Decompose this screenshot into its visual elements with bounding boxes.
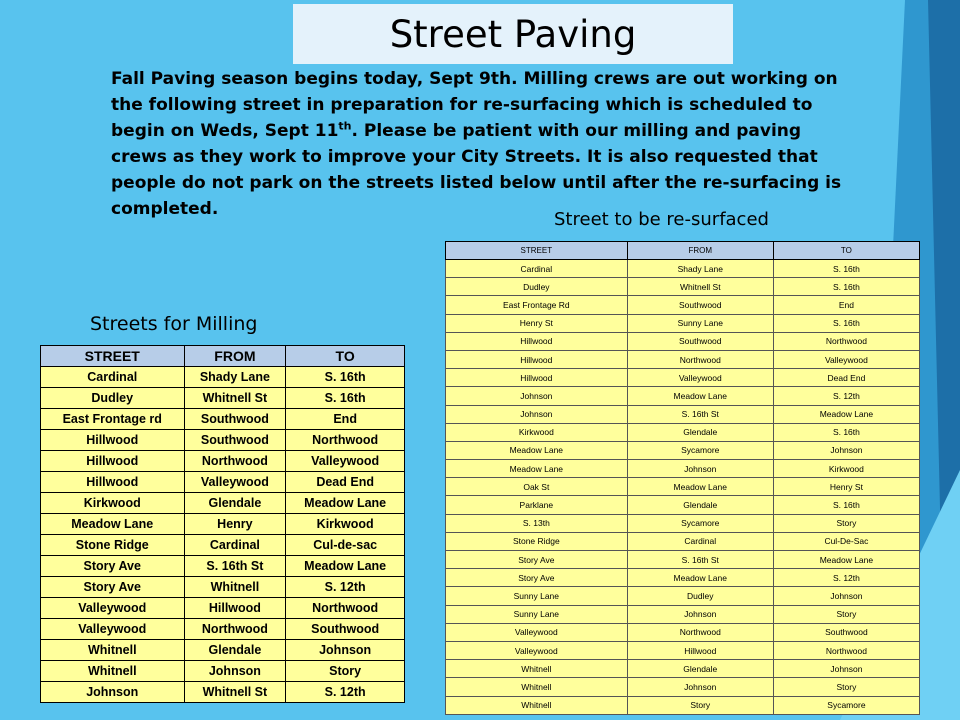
from-cell: S. 16th St xyxy=(627,551,773,569)
table-row xyxy=(41,409,405,430)
from-cell: Meadow Lane xyxy=(627,387,773,405)
street-cell: Whitnell xyxy=(41,640,185,661)
to-cell: Johnson xyxy=(773,441,919,459)
street-cell: Meadow Lane xyxy=(446,460,628,478)
street-cell: Meadow Lane xyxy=(446,441,628,459)
from-cell: Whitnell St xyxy=(184,388,286,409)
to-cell: Story xyxy=(773,678,919,696)
table-row xyxy=(446,478,920,496)
table-row xyxy=(41,682,405,703)
street-cell: Story Ave xyxy=(41,577,185,598)
street-cell: Whitnell xyxy=(41,661,185,682)
from-cell: Meadow Lane xyxy=(627,478,773,496)
from-cell: Johnson xyxy=(627,678,773,696)
table-row xyxy=(41,430,405,451)
announcement-part-1: Fall Paving season begins today, Sept 9th. Milling crews are out working on the following street in preparation for re-surfacing which is scheduled to begin on Weds, Sept 11 xyxy=(111,69,838,141)
street-cell: Parklane xyxy=(446,496,628,514)
table-row xyxy=(41,556,405,577)
from-cell: Shady Lane xyxy=(184,367,286,388)
street-cell: Kirkwood xyxy=(41,493,185,514)
to-cell: Southwood xyxy=(773,623,919,641)
to-cell: Northwood xyxy=(286,430,405,451)
table-row xyxy=(446,369,920,387)
street-cell: Valleywood xyxy=(446,623,628,641)
milling-caption: Streets for Milling xyxy=(90,313,258,335)
table-row xyxy=(446,660,920,678)
table-row xyxy=(446,551,920,569)
milling-header-street: STREET xyxy=(41,346,185,367)
announcement-text xyxy=(111,66,861,222)
to-cell: Henry St xyxy=(773,478,919,496)
street-cell: S. 13th xyxy=(446,514,628,532)
to-cell: Valleywood xyxy=(286,451,405,472)
table-row xyxy=(446,514,920,532)
resurfacing-caption: Street to be re-surfaced xyxy=(554,209,769,230)
table-row xyxy=(446,260,920,278)
to-cell: Johnson xyxy=(773,660,919,678)
street-cell: Sunny Lane xyxy=(446,587,628,605)
street-cell: Kirkwood xyxy=(446,423,628,441)
from-cell: S. 16th St xyxy=(627,405,773,423)
to-cell: Kirkwood xyxy=(286,514,405,535)
to-cell: S. 16th xyxy=(773,496,919,514)
street-cell: Dudley xyxy=(446,278,628,296)
table-row xyxy=(446,423,920,441)
table-row xyxy=(41,661,405,682)
to-cell: Northwood xyxy=(773,641,919,659)
street-cell: Hillwood xyxy=(446,369,628,387)
from-cell: Southwood xyxy=(627,296,773,314)
to-cell: S. 12th xyxy=(773,387,919,405)
to-cell: Southwood xyxy=(286,619,405,640)
from-cell: Cardinal xyxy=(627,532,773,550)
street-cell: Hillwood xyxy=(41,472,185,493)
street-cell: Stone Ridge xyxy=(446,532,628,550)
to-cell: Valleywood xyxy=(773,350,919,368)
to-cell: S. 12th xyxy=(286,577,405,598)
from-cell: Shady Lane xyxy=(627,260,773,278)
street-cell: Stone Ridge xyxy=(41,535,185,556)
to-cell: Cul-De-Sac xyxy=(773,532,919,550)
to-cell: End xyxy=(286,409,405,430)
table-row xyxy=(41,577,405,598)
from-cell: Glendale xyxy=(184,640,286,661)
to-cell: Meadow Lane xyxy=(286,493,405,514)
table-row xyxy=(446,696,920,714)
from-cell: Southwood xyxy=(184,430,286,451)
street-cell: Whitnell xyxy=(446,660,628,678)
to-cell: Story xyxy=(286,661,405,682)
street-cell: Johnson xyxy=(41,682,185,703)
to-cell: S. 16th xyxy=(286,388,405,409)
street-cell: Valleywood xyxy=(41,598,185,619)
to-cell: Northwood xyxy=(773,332,919,350)
to-cell: Dead End xyxy=(773,369,919,387)
from-cell: Hillwood xyxy=(184,598,286,619)
from-cell: Meadow Lane xyxy=(627,569,773,587)
from-cell: Northwood xyxy=(627,350,773,368)
from-cell: Southwood xyxy=(184,409,286,430)
from-cell: Glendale xyxy=(184,493,286,514)
from-cell: Sunny Lane xyxy=(627,314,773,332)
to-cell: S. 16th xyxy=(773,314,919,332)
resurfacing-header-from: FROM xyxy=(627,242,773,260)
street-cell: Cardinal xyxy=(41,367,185,388)
table-row xyxy=(446,605,920,623)
street-cell: East Frontage rd xyxy=(41,409,185,430)
table-row xyxy=(446,350,920,368)
street-cell: Valleywood xyxy=(41,619,185,640)
to-cell: Cul-de-sac xyxy=(286,535,405,556)
table-row xyxy=(446,641,920,659)
resurfacing-header-street: STREET xyxy=(446,242,628,260)
to-cell: Meadow Lane xyxy=(773,551,919,569)
milling-table xyxy=(40,345,405,703)
milling-header-from: FROM xyxy=(184,346,286,367)
from-cell: Northwood xyxy=(184,451,286,472)
table-row xyxy=(41,535,405,556)
table-row xyxy=(41,619,405,640)
from-cell: Southwood xyxy=(627,332,773,350)
from-cell: Whitnell St xyxy=(184,682,286,703)
street-cell: East Frontage Rd xyxy=(446,296,628,314)
page-title: Street Paving xyxy=(389,12,637,56)
street-cell: Whitnell xyxy=(446,696,628,714)
from-cell: Northwood xyxy=(184,619,286,640)
table-row xyxy=(446,460,920,478)
table-row xyxy=(446,387,920,405)
from-cell: Valleywood xyxy=(184,472,286,493)
resurfacing-table xyxy=(445,241,920,715)
from-cell: Dudley xyxy=(627,587,773,605)
to-cell: S. 16th xyxy=(773,260,919,278)
table-row xyxy=(41,598,405,619)
table-row xyxy=(41,472,405,493)
table-row xyxy=(41,451,405,472)
to-cell: Northwood xyxy=(286,598,405,619)
table-row xyxy=(446,332,920,350)
from-cell: Glendale xyxy=(627,496,773,514)
street-cell: Hillwood xyxy=(41,430,185,451)
to-cell: S. 16th xyxy=(773,278,919,296)
table-row xyxy=(446,296,920,314)
from-cell: Glendale xyxy=(627,423,773,441)
table-row xyxy=(446,405,920,423)
street-cell: Story Ave xyxy=(41,556,185,577)
milling-header-to: TO xyxy=(286,346,405,367)
table-row xyxy=(446,441,920,459)
table-row xyxy=(446,678,920,696)
from-cell: Johnson xyxy=(184,661,286,682)
street-cell: Whitnell xyxy=(446,678,628,696)
to-cell: S. 12th xyxy=(286,682,405,703)
street-cell: Hillwood xyxy=(41,451,185,472)
street-cell: Oak St xyxy=(446,478,628,496)
from-cell: Henry xyxy=(184,514,286,535)
to-cell: Story xyxy=(773,514,919,532)
street-cell: Cardinal xyxy=(446,260,628,278)
from-cell: Sycamore xyxy=(627,514,773,532)
street-cell: Hillwood xyxy=(446,332,628,350)
to-cell: Sycamore xyxy=(773,696,919,714)
from-cell: Hillwood xyxy=(627,641,773,659)
from-cell: S. 16th St xyxy=(184,556,286,577)
to-cell: S. 12th xyxy=(773,569,919,587)
table-row xyxy=(41,640,405,661)
to-cell: Meadow Lane xyxy=(286,556,405,577)
street-cell: Henry St xyxy=(446,314,628,332)
from-cell: Whitnell xyxy=(184,577,286,598)
table-row xyxy=(446,314,920,332)
from-cell: Valleywood xyxy=(627,369,773,387)
resurfacing-header-to: TO xyxy=(773,242,919,260)
street-cell: Johnson xyxy=(446,405,628,423)
table-row xyxy=(446,569,920,587)
to-cell: Dead End xyxy=(286,472,405,493)
table-row xyxy=(446,623,920,641)
to-cell: Johnson xyxy=(773,587,919,605)
table-row xyxy=(446,532,920,550)
street-cell: Hillwood xyxy=(446,350,628,368)
street-cell: Sunny Lane xyxy=(446,605,628,623)
table-row xyxy=(41,388,405,409)
announcement-part-2: . Please be patient with our milling and paving crews as they work to improve your City Streets. It is also requested that people do not park on the streets listed below until after the re-surfacing is completed. xyxy=(111,121,842,219)
to-cell: End xyxy=(773,296,919,314)
from-cell: Cardinal xyxy=(184,535,286,556)
from-cell: Northwood xyxy=(627,623,773,641)
table-row xyxy=(41,367,405,388)
from-cell: Glendale xyxy=(627,660,773,678)
to-cell: S. 16th xyxy=(286,367,405,388)
table-row xyxy=(446,278,920,296)
to-cell: Johnson xyxy=(286,640,405,661)
street-cell: Valleywood xyxy=(446,641,628,659)
announcement-superscript: th xyxy=(338,119,352,133)
from-cell: Whitnell St xyxy=(627,278,773,296)
title-banner xyxy=(293,4,733,64)
from-cell: Story xyxy=(627,696,773,714)
street-cell: Meadow Lane xyxy=(41,514,185,535)
street-cell: Johnson xyxy=(446,387,628,405)
to-cell: S. 16th xyxy=(773,423,919,441)
street-cell: Story Ave xyxy=(446,551,628,569)
table-row xyxy=(446,587,920,605)
table-row xyxy=(446,496,920,514)
to-cell: Story xyxy=(773,605,919,623)
table-row xyxy=(41,493,405,514)
street-cell: Dudley xyxy=(41,388,185,409)
table-row xyxy=(41,514,405,535)
street-cell: Story Ave xyxy=(446,569,628,587)
from-cell: Johnson xyxy=(627,605,773,623)
to-cell: Kirkwood xyxy=(773,460,919,478)
to-cell: Meadow Lane xyxy=(773,405,919,423)
from-cell: Johnson xyxy=(627,460,773,478)
from-cell: Sycamore xyxy=(627,441,773,459)
